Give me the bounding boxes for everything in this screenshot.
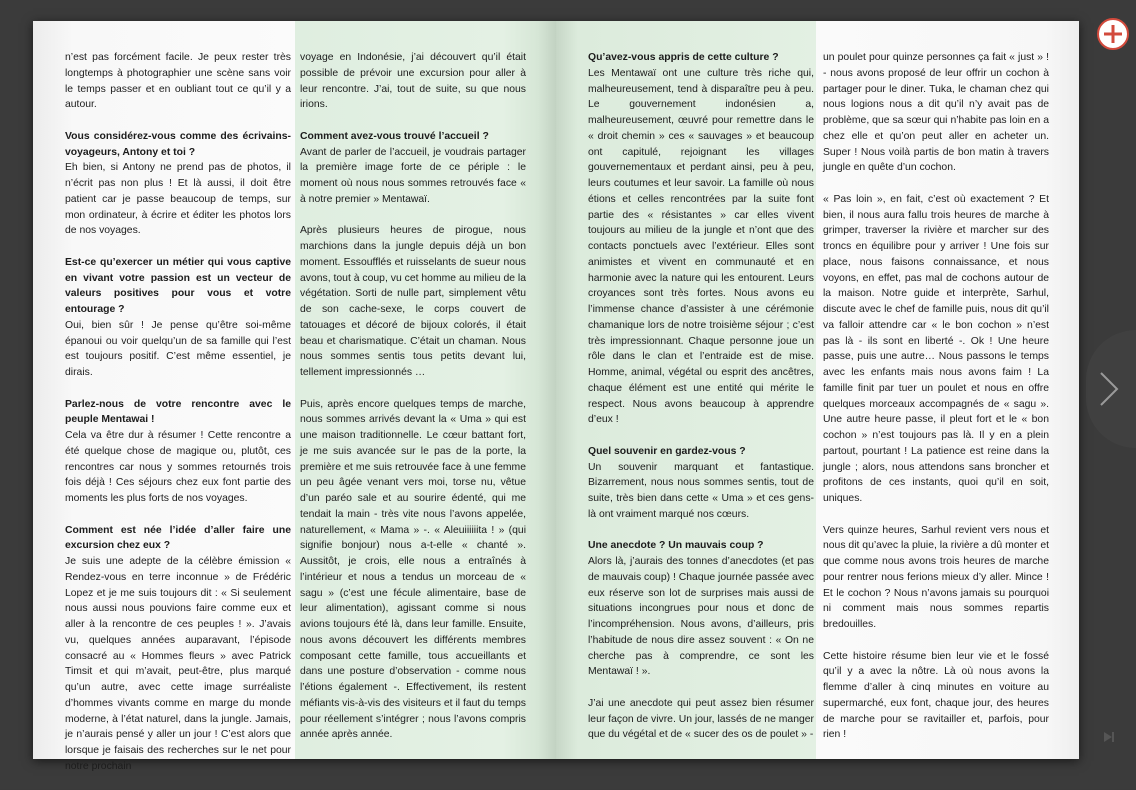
interview-question: Une anecdote ? Un mauvais coup ? — [588, 540, 764, 552]
paragraph: « Pas loin », en fait, c’est où exactement ? Et bien, il nous aura fallu trois heures de marche à grimper, traverser la rivière et marcher sur des troncs en équilibre pour y arriver ! Une fois sur place, nous faisons connaissance, et nous voyons, en effet, pas mal de cochons autour de la maison. Notre guide et interprète, Sarhul, discute avec le chef de famille puis, nous dit qu’il va falloir attendre car « le bon cochon » n’est pas là - ils sont en liberté -. Ok ! Une heure passe, puis une autre… Nous passons le temps avec les enfants mais nous avons faim ! La famille finit par tuer un poulet et nous en offre quelques morceaux accompagnés de « sagu ». Une autre heure passe, il pleut fort et le « bon cochon » n’est toujours pas là. Il y en a plein partout, pourtant ! La patience est reine dans la jungle ; alors, nous attendons sans broncher et profitons de ces instants, quoi qu’il en soit, uniques. — [823, 193, 1049, 504]
paragraph: un poulet pour quinze personnes ça fait « just » ! - nous avons proposé de leur offrir un cochon à partager pour le diner. Tuka, le chaman chez qui nous logions nous a dit qu’il n’y avait pas de problème, que sa sœur qui n’habite pas loin en a chez elle et qu’on peut aller en acheter un. Super ! Nous voilà partis de bon matin à travers jungle en quête d’un cochon. — [823, 52, 1049, 174]
interview-answer: Eh bien, si Antony ne prend pas de photos, il n’écrit pas non plus ! Et là aussi, il doit être patient car je passe beaucoup de temps, sur mon ordinateur, à écrire et éditer les photos lors de nos voyages. — [65, 162, 291, 237]
column-4 — [823, 50, 1049, 759]
column-2 — [300, 50, 526, 759]
interview-question: Parlez-nous de votre rencontre avec le peuple Mentawai ! — [65, 398, 291, 426]
interview-question: Qu’avez-vous appris de cette culture ? — [588, 52, 779, 63]
column-1 — [65, 50, 291, 790]
right-page — [556, 21, 1079, 759]
paragraph: Puis, après encore quelques temps de marche, nous sommes arrivés devant la « Uma » qui est une maison traditionnelle. Le cœur battant fort, je me suis avancée sur le pas de la porte, la première et me suis retrouvée face à une femme un peu âgée venant vers moi, torse nu, vêtue d’un paréo sale et au sourire édenté, qui me tendait la main - très vite nous l’avons appelée, naturellement, « Mama » -. « Aleuiiiiiita ! » (qui signifie bonjour) nous a-t-elle « chanté ». Aussitôt, je crois, elle nous a entraînés à l’intérieur et nous a tendus un morceau de « sagu » (c’est une fécule alimentaire, base de leur alimentation), agissant comme si nous avions toujours été là, dans leur famille. Ensuite, nous avons découvert les différents membres composant cette famille, tous accueillants et dans une posture d’observation - comme nous l’étions également -. Effectivement, ils restent méfiants vis-à-vis des visiteurs et il faut du temps pour réellement s’intégrer ; nous l’avons compris année après année. — [300, 398, 526, 741]
add-button[interactable] — [1097, 18, 1129, 50]
interview-qa — [65, 129, 291, 239]
interview-answer: Oui, bien sûr ! Je pense qu’être soi-même épanoui ou voir quelqu’un de sa famille qui l’est est toujours positif. C’est même essentiel, je dirais. — [65, 319, 291, 378]
interview-question: Comment est née l’idée d’aller faire une excursion chez eux ? — [65, 524, 291, 552]
next-page-button[interactable] — [1086, 330, 1136, 448]
paragraph: voyage en Indonésie, j’ai découvert qu’il était possible de prévoir une excursion pour aller à leur rencontre. J’ai, tout de suite, su que nous irions. — [300, 52, 526, 111]
interview-qa — [588, 538, 814, 680]
interview-question: Quel souvenir en gardez-vous ? — [588, 445, 746, 457]
left-page — [33, 21, 556, 772]
interview-qa — [65, 523, 291, 775]
magazine-spread — [33, 21, 1079, 772]
interview-question: Est-ce qu’exercer un métier qui vous captive en vivant votre passion est un vecteur de valeurs positives pour vous et votre entourage ? — [65, 256, 291, 315]
skip-end-icon — [1102, 731, 1116, 748]
paragraph: Vers quinze heures, Sarhul revient vers nous et nous dit qu’avec la pluie, la rivière a dû monter et que comme nous avons trois heures de marche pour rentrer nous ferions mieux d’y aller. Mince ! Et le cochon ? Nous n’avons jamais su pourquoi ni comment mais nous sommes repartis bredouilles. — [823, 524, 1049, 630]
interview-qa — [300, 129, 526, 208]
paragraph: n’est pas forcément facile. Je peux rester très longtemps à photographier une scène sans voir le temps passer et en oubliant tout ce qu’il y a autour. — [65, 52, 291, 111]
paragraph: J’ai une anecdote qui peut assez bien résumer leur façon de vivre. Un jour, lassés de ne manger que du végétal et de « sucer des os de poulet » - — [588, 697, 814, 741]
interview-qa — [65, 397, 291, 507]
column-3 — [588, 50, 814, 759]
interview-qa — [65, 255, 291, 381]
interview-answer: Alors là, j’aurais des tonnes d’anecdotes (et pas de mauvais coup) ! Chaque journée passée avec eux réserve son lot de surprises mais aussi de situations incongrues pour nous et donc de l’incompréhension. Nous avons, d’ailleurs, pris l’habitude de nous dire assez souvent : « On ne cherche pas à comprendre, ce sont les Mentawaï ! ». — [588, 556, 814, 678]
interview-answer: Les Mentawaï ont une culture très riche qui, malheureusement, tend à disparaître peu à peu. Le gouvernement indonésien a, malheureusement, œuvré pour remettre dans le « droit chemin » ces « sauvages » et beaucoup ont capitulé, rejoignant les villages gouvernementaux et perdant ainsi, peu à peu, leurs coutumes et leur savoir. La famille où nous étions et celles rencontrées par la suite font partie des « résistantes » car elles vivent toujours au milieu de la jungle et n’ont que des contacts ponctuels avec l’extérieur. Elles sont animistes et vivent en communauté et en harmonie avec la nature qui les entourent. Leurs croyances sont très fortes. Nous avons eu l’immense chance d’assister à une cérémonie chamanique lors de notre troisième séjour ; c’est très impressionnant. Chaque personne joue un rôle dans le clan et l’entraide est de mise. Homme, animal, végétal ou esprit des ancêtres, chaque élément est une entité qui mérite le respect. Nous avons beaucoup à apprendre d’eux ! — [588, 67, 814, 426]
last-page-button[interactable] — [1102, 730, 1116, 744]
interview-qa — [588, 444, 814, 523]
paragraph: Après plusieurs heures de pirogue, nous marchions dans la jungle depuis déjà un bon moment. Essoufflés et ruisselants de sueur nous avons, tout à coup, vu cet homme au milieu de la végétation. Sorti de nulle part, simplement vêtu de son cache-sexe, le corps couvert de tatouages et décoré de bijoux colorés, il était beau et charismatique. C’était un chaman. Nous nous sommes sentis tous petits devant lui, tellement impressionnés … — [300, 225, 526, 378]
interview-answer: Un souvenir marquant et fantastique. Bizarrement, nous nous sommes sentis, tout de suite, très bien dans cette « Uma » et ces gens-là ont vraiment marqué nos cœurs. — [588, 461, 814, 520]
interview-answer: Je suis une adepte de la célèbre émission « Rendez-vous en terre inconnue » de Frédéric Lopez et je me suis toujours dit : « Si seulement nous aussi nous pouvions faire comme eux et aller à la rencontre de ces peuples ! ». J’avais vu, quelques années auparavant, l’épisode consacré au « Hommes fleurs » avec Patrick Timsit et qui m’avait, peut-être, plus marqué qu’un autre, avec cette image surréaliste d’hommes vivants comme en marge du monde moderne, à l’état naturel, dans la jungle. Jamais, je n’aurais pensé y aller un jour ! C’est alors que lorsque je faisais des recherches sur le net pour notre prochain — [65, 556, 291, 772]
interview-answer: Cela va être dur à résumer ! Cette rencontre a été quelque chose de magique ou, plutôt, ces rencontres car nous y sommes retournés trois fois déjà ! Ces séjours chez eux font partie des moments les plus forts de nos voyages. — [65, 430, 291, 504]
interview-qa — [588, 50, 814, 428]
interview-question: Comment avez-vous trouvé l’accueil ? — [300, 130, 489, 142]
interview-answer: Avant de parler de l’accueil, je voudrais partager la première image forte de ce périple : le moment où nous nous sommes retrouvés face « à notre premier » Mentawaï. — [300, 146, 526, 205]
interview-question: Vous considérez-vous comme des écrivains-voyageurs, Antony et toi ? — [65, 130, 291, 158]
paragraph: Cette histoire résume bien leur vie et le fossé qu’il y a avec la nôtre. Là où nous avons la flemme d’aller à cinq minutes en voiture au supermarché, eux font, chaque jour, des heures de marche pour se ravitailler et, parfois, pour rien ! — [823, 650, 1049, 741]
